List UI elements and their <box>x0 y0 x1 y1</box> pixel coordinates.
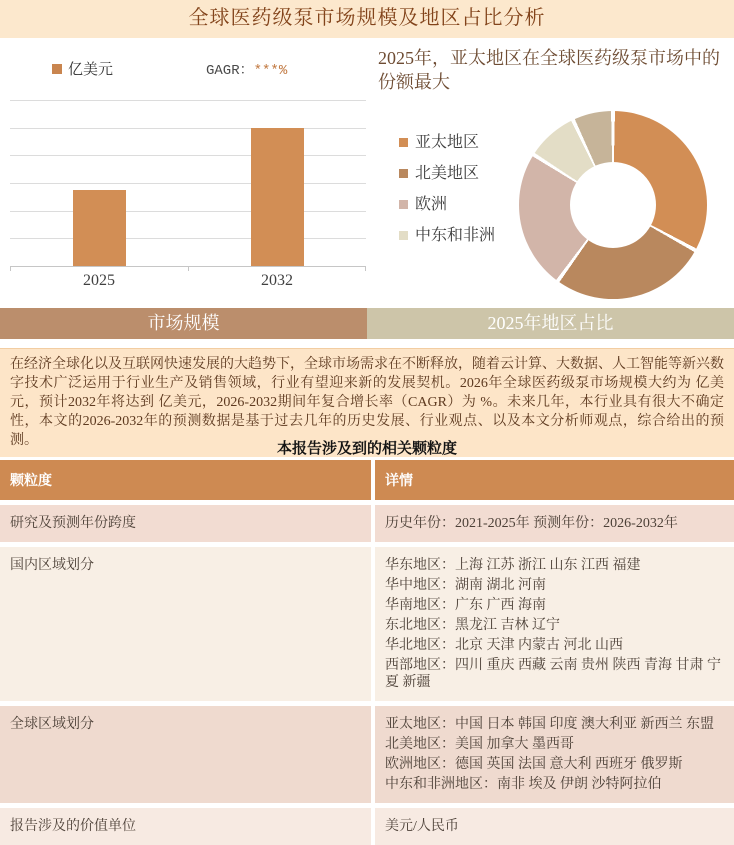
detail-line: 亚太地区：中国 日本 韩国 印度 澳大利亚 新西兰 东盟 <box>385 717 714 732</box>
donut-legend-item <box>399 133 517 153</box>
axis-tick <box>188 266 189 271</box>
bar-2025 <box>73 190 126 266</box>
donut-legend-label: 欧洲 <box>415 196 448 213</box>
donut-legend-label: 中东和非洲 <box>415 227 496 244</box>
legend-swatch-icon <box>52 64 62 74</box>
donut-legend-item <box>399 164 517 184</box>
x-tick-label: 2032 <box>261 272 293 289</box>
detail-line: 东北地区：黑龙江 吉林 辽宁 <box>385 618 560 633</box>
page-title: 全球医药级泵市场规模及地区占比分析 <box>0 0 734 38</box>
granularity-cell: 国内区域划分 <box>0 547 371 701</box>
detail-line: 北美地区：美国 加拿大 墨西哥 <box>385 737 574 752</box>
tab-market-size[interactable]: 市场规模 <box>0 308 367 339</box>
details-cell <box>375 808 734 845</box>
table-row <box>0 505 734 542</box>
detail-line: 华中地区：湖南 湖北 河南 <box>385 578 546 593</box>
gridline <box>10 100 366 101</box>
detail-line: 欧洲地区：德国 英国 法国 意大利 西班牙 俄罗斯 <box>385 757 683 772</box>
donut-chart <box>519 111 707 299</box>
table-title: 本报告涉及到的相关颗粒度 <box>276 440 457 457</box>
summary-paragraph: 在经济全球化以及互联网快速发展的大趋势下，全球市场需求在不断释放，随着云计算、大数据、人工智能等新兴数字技术广泛运用于行业生产及销售领域，行业有望迎来新的发展契机。2026年全球医药级泵市场规模大约为 亿美元，预计2032年将达到 亿美元，2026-2032期间年复合增长率（CAGR）为 %。未来几年，本行业具有很大不确定性，本文的2026-2032年的预测数据是基于过去几年的历史发展、行业观点、以及本文分析师观点，综合给出的预测。 <box>0 348 734 457</box>
tab-region-share[interactable]: 2025年地区占比 <box>367 308 734 339</box>
cagr-prefix: GAGR： <box>206 63 254 79</box>
details-cell <box>375 706 734 803</box>
section-tabs <box>0 308 734 339</box>
detail-line: 历史年份：2021-2025年 预测年份：2026-2032年 <box>385 516 678 531</box>
granularity-cell: 全球区域划分 <box>0 706 371 803</box>
table-row <box>0 706 734 803</box>
detail-line: 华北地区：北京 天津 内蒙古 河北 山西 <box>385 638 623 653</box>
granularity-cell: 报告涉及的价值单位 <box>0 808 371 845</box>
detail-line: 中东和非洲地区：南非 埃及 伊朗 沙特阿拉伯 <box>385 777 662 792</box>
detail-line: 华南地区：广东 广西 海南 <box>385 598 546 613</box>
detail-line: 美元/人民币 <box>385 819 459 834</box>
donut-hole <box>570 162 656 248</box>
gridline <box>10 211 366 212</box>
legend-swatch-icon <box>399 138 408 147</box>
bar-chart-legend <box>52 58 113 79</box>
cagr-label <box>206 59 287 79</box>
table-row <box>0 547 734 701</box>
table-header-granularity: 颗粒度 <box>0 460 371 500</box>
gridline <box>10 238 366 239</box>
legend-swatch-icon <box>399 169 408 178</box>
bar-legend-label: 亿美元 <box>68 62 114 78</box>
donut-legend-label: 北美地区 <box>415 165 480 182</box>
gridline <box>10 183 366 184</box>
gridline <box>10 128 366 129</box>
bar-chart-plot <box>10 100 366 266</box>
donut-legend-label: 亚太地区 <box>415 134 480 151</box>
details-cell <box>375 547 734 701</box>
axis-tick <box>365 266 366 271</box>
axis-tick <box>10 266 11 271</box>
table-header-details: 详情 <box>375 460 734 500</box>
table-header-row <box>0 460 734 500</box>
detail-line: 华东地区：上海 江苏 浙江 山东 江西 福建 <box>385 558 641 573</box>
detail-line: 西部地区：四川 重庆 西藏 云南 贵州 陕西 青海 甘肃 宁夏 新疆 <box>385 658 721 690</box>
legend-swatch-icon <box>399 231 408 240</box>
gridline <box>10 155 366 156</box>
table-row <box>0 808 734 845</box>
donut-chart-legend <box>399 133 517 257</box>
donut-legend-item <box>399 226 517 246</box>
bar-2032 <box>251 128 304 266</box>
granularity-table <box>0 460 734 845</box>
donut-chart-title: 2025年，亚太地区在全球医药级泵市场中的份额最大 <box>378 48 720 92</box>
cagr-masked-value: ***% <box>253 63 288 79</box>
legend-swatch-icon <box>399 200 408 209</box>
granularity-cell: 研究及预测年份跨度 <box>0 505 371 542</box>
details-cell <box>375 505 734 542</box>
donut-legend-item <box>399 195 517 215</box>
x-tick-label: 2025 <box>83 272 115 289</box>
